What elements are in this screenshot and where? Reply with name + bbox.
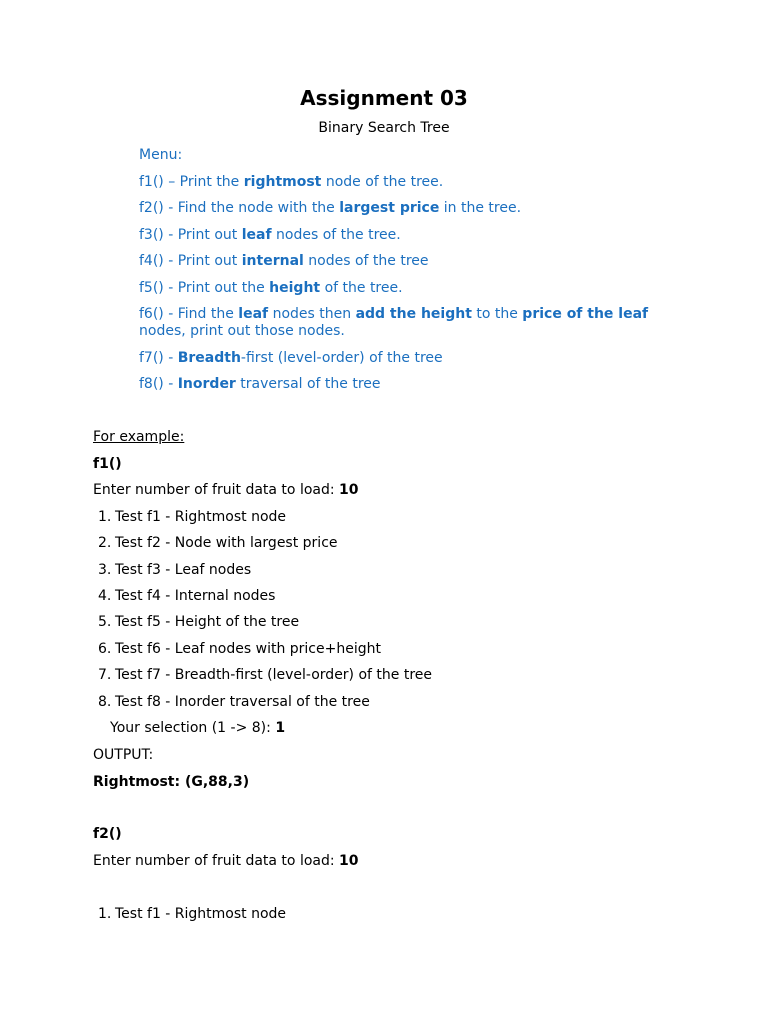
list-text: Test f3 - Leaf nodes — [115, 562, 252, 578]
menu-text: f1() – Print the — [139, 174, 244, 190]
menu-text: traversal of the tree — [235, 376, 381, 392]
list-text: Test f4 - Internal nodes — [115, 588, 276, 604]
f1-test-item — [98, 535, 338, 552]
menu-emphasis-text: add the height — [355, 306, 472, 322]
menu-emphasis-text: largest price — [339, 200, 440, 216]
example-heading: For example: — [93, 429, 185, 445]
menu-text: f3() - Print out — [139, 227, 242, 243]
menu-text: f4() - Print out — [139, 253, 242, 269]
menu-heading: Menu: — [139, 147, 183, 163]
list-text: Test f1 - Rightmost node — [115, 906, 287, 922]
list-number: 2. — [98, 535, 112, 551]
menu-text: f7() - — [139, 350, 178, 366]
f1-load-line — [93, 482, 359, 499]
menu-text: nodes of the tree — [303, 253, 429, 269]
list-number: 6. — [98, 641, 112, 657]
list-number: 8. — [98, 694, 112, 710]
f1-test-item — [98, 641, 381, 658]
f2-load-line — [93, 853, 359, 870]
menu-text: f2() - Find the node with the — [139, 200, 340, 216]
menu-text: -first (level-order) of the tree — [240, 350, 443, 366]
list-number: 5. — [98, 614, 112, 630]
menu-item-f5 — [139, 280, 403, 297]
menu-text: f5() - Print out the — [139, 280, 270, 296]
menu-text: f6() - Find the — [139, 306, 239, 322]
menu-emphasis-text: height — [269, 280, 321, 296]
f2-load-value: 10 — [339, 853, 359, 869]
f2-test-item — [98, 906, 286, 923]
menu-text: nodes of the tree. — [271, 227, 401, 243]
list-text: Test f1 - Rightmost node — [115, 509, 287, 525]
f1-test-item — [98, 588, 275, 605]
menu-item-f3 — [139, 227, 401, 244]
f1-test-item — [98, 694, 370, 711]
list-text: Test f8 - Inorder traversal of the tree — [115, 694, 370, 710]
f1-output-label: OUTPUT: — [93, 747, 154, 763]
menu-text: of the tree. — [320, 280, 403, 296]
menu-item-f1 — [139, 174, 443, 191]
menu-text: to the — [471, 306, 523, 322]
menu-emphasis-text: Breadth — [177, 350, 241, 366]
list-text: Test f5 - Height of the tree — [115, 614, 300, 630]
f1-selection-value: 1 — [275, 720, 286, 736]
menu-item-f2 — [139, 200, 521, 217]
f1-test-item — [98, 614, 299, 631]
list-number: 1. — [98, 509, 112, 525]
f1-test-item — [98, 562, 251, 579]
menu-item-f8 — [139, 376, 381, 393]
menu-emphasis-text: price of the leaf — [522, 306, 649, 322]
menu-emphasis-text: leaf — [238, 306, 269, 322]
list-number: 7. — [98, 667, 112, 683]
f1-test-item — [98, 667, 432, 684]
list-number: 3. — [98, 562, 112, 578]
f1-test-item — [98, 509, 286, 526]
f1-load-value: 10 — [339, 482, 359, 498]
menu-item-f6 — [139, 306, 669, 340]
menu-emphasis-text: leaf — [241, 227, 272, 243]
menu-text: node of the tree. — [321, 174, 444, 190]
list-number: 4. — [98, 588, 112, 604]
f2-label: f2() — [93, 826, 122, 842]
f1-output-value: Rightmost: (G,88,3) — [93, 774, 250, 790]
f1-load-prompt: Enter number of fruit data to load: — [93, 482, 340, 498]
document-subtitle: Binary Search Tree — [318, 120, 450, 136]
f2-load-prompt: Enter number of fruit data to load: — [93, 853, 340, 869]
f1-selection-line — [110, 720, 285, 737]
list-number: 1. — [98, 906, 112, 922]
menu-emphasis-text: internal — [241, 253, 304, 269]
menu-emphasis-text: rightmost — [243, 174, 322, 190]
menu-item-f7 — [139, 350, 443, 367]
list-text: Test f2 - Node with largest price — [115, 535, 338, 551]
document-title: Assignment 03 — [300, 86, 468, 110]
menu-text: f8() - — [139, 376, 178, 392]
menu-text: nodes then — [268, 306, 356, 322]
menu-item-f4 — [139, 253, 429, 270]
menu-text: in the tree. — [439, 200, 522, 216]
list-text: Test f7 - Breadth-first (level-order) of the tree — [115, 667, 433, 683]
menu-text: nodes, print out those nodes. — [139, 323, 345, 339]
f1-label: f1() — [93, 456, 122, 472]
list-text: Test f6 - Leaf nodes with price+height — [115, 641, 381, 657]
menu-emphasis-text: Inorder — [177, 376, 236, 392]
f1-selection-prompt: Your selection (1 -> 8): — [110, 720, 276, 736]
